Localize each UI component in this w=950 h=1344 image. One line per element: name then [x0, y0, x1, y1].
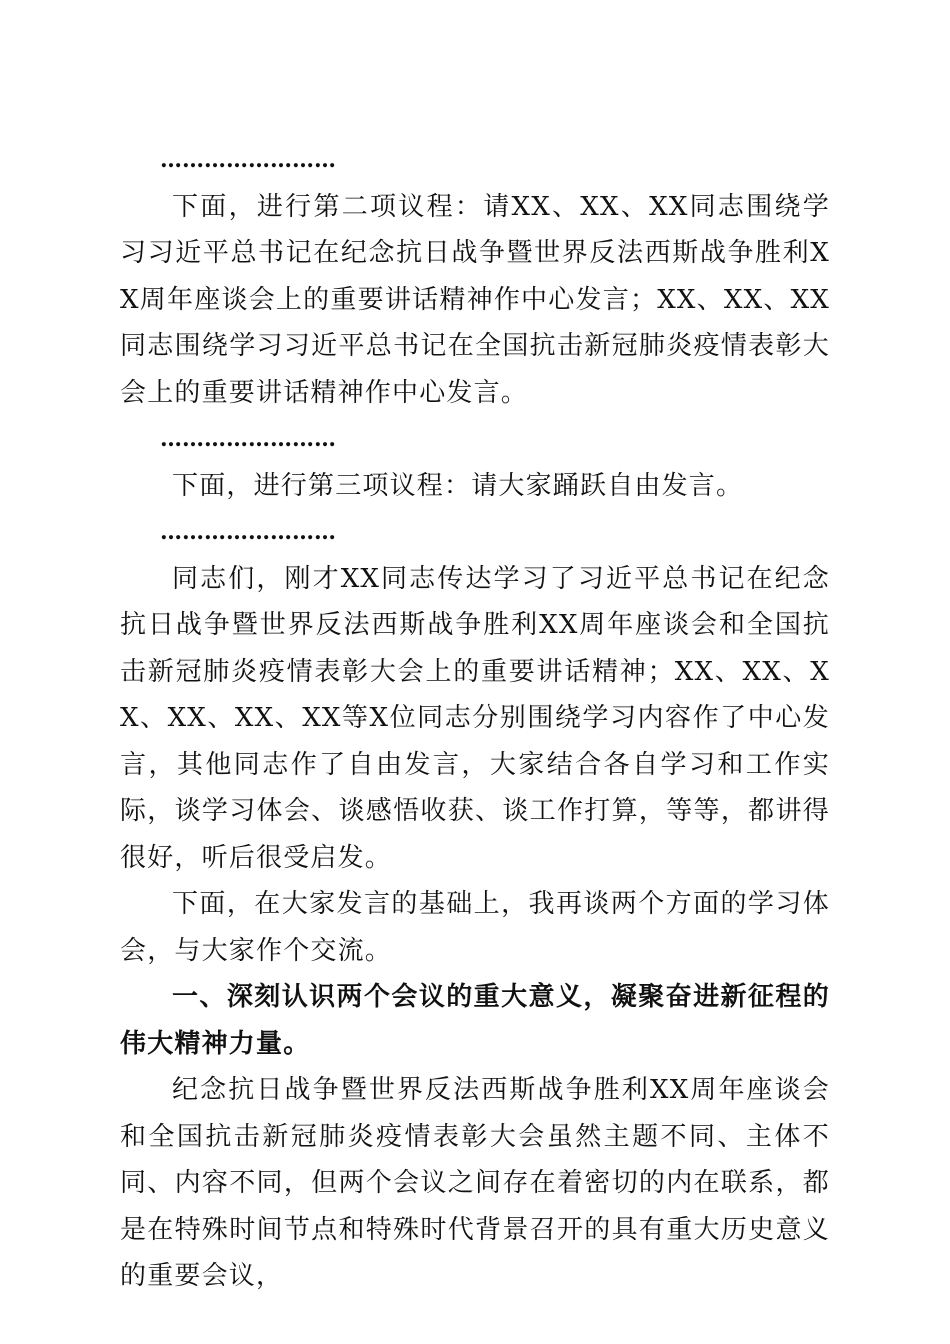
summary-paragraph: 同志们，刚才XX同志传达学习了习近平总书记在纪念抗日战争暨世界反法西斯战争胜利XX周年座谈会和全国抗击新冠肺炎疫情表彰大会上的重要讲话精神；XX、XX、XX、XX、XX、XX等X位同志分别围绕学习内容作了中心发言，其他同志作了自由发言，大家结合各自学习和工作实际，谈学习体会、谈感悟收获、谈工作打算，等等，都讲得很好，听后很受启发。 [120, 563, 830, 873]
section-one-body-paragraph: 纪念抗日战争暨世界反法西斯战争胜利XX周年座谈会和全国抗击新冠肺炎疫情表彰大会虽然主题不同、主体不同、内容不同，但两个会议之间存在着密切的内在联系，都是在特殊时间节点和特殊时代背景召开的具有重大历史意义的重要会议， [120, 1075, 830, 1291]
transition-paragraph: 下面，在大家发言的基础上，我再谈两个方面的学习体会，与大家作个交流。 [120, 889, 830, 966]
agenda-item-two-paragraph: 下面，进行第二项议程：请XX、XX、XX同志围绕学习习近平总书记在纪念抗日战争暨世界反法西斯战争胜利XX周年座谈会上的重要讲话精神作中心发言；XX、XX、XX同志围绕学习习近平总书记在全国抗击新冠肺炎疫情表彰大会上的重要讲话精神作中心发言。 [120, 191, 830, 408]
ellipsis-separator: …………………… [160, 147, 336, 173]
document-body [120, 137, 830, 1300]
agenda-item-three-paragraph: 下面，进行第三项议程：请大家踊跃自由发言。 [172, 470, 744, 501]
ellipsis-separator: …………………… [160, 426, 336, 452]
section-heading-one: 一、深刻认识两个会议的重大意义，凝聚奋进新征程的伟大精神力量。 [120, 982, 830, 1059]
ellipsis-separator: …………………… [160, 519, 336, 545]
